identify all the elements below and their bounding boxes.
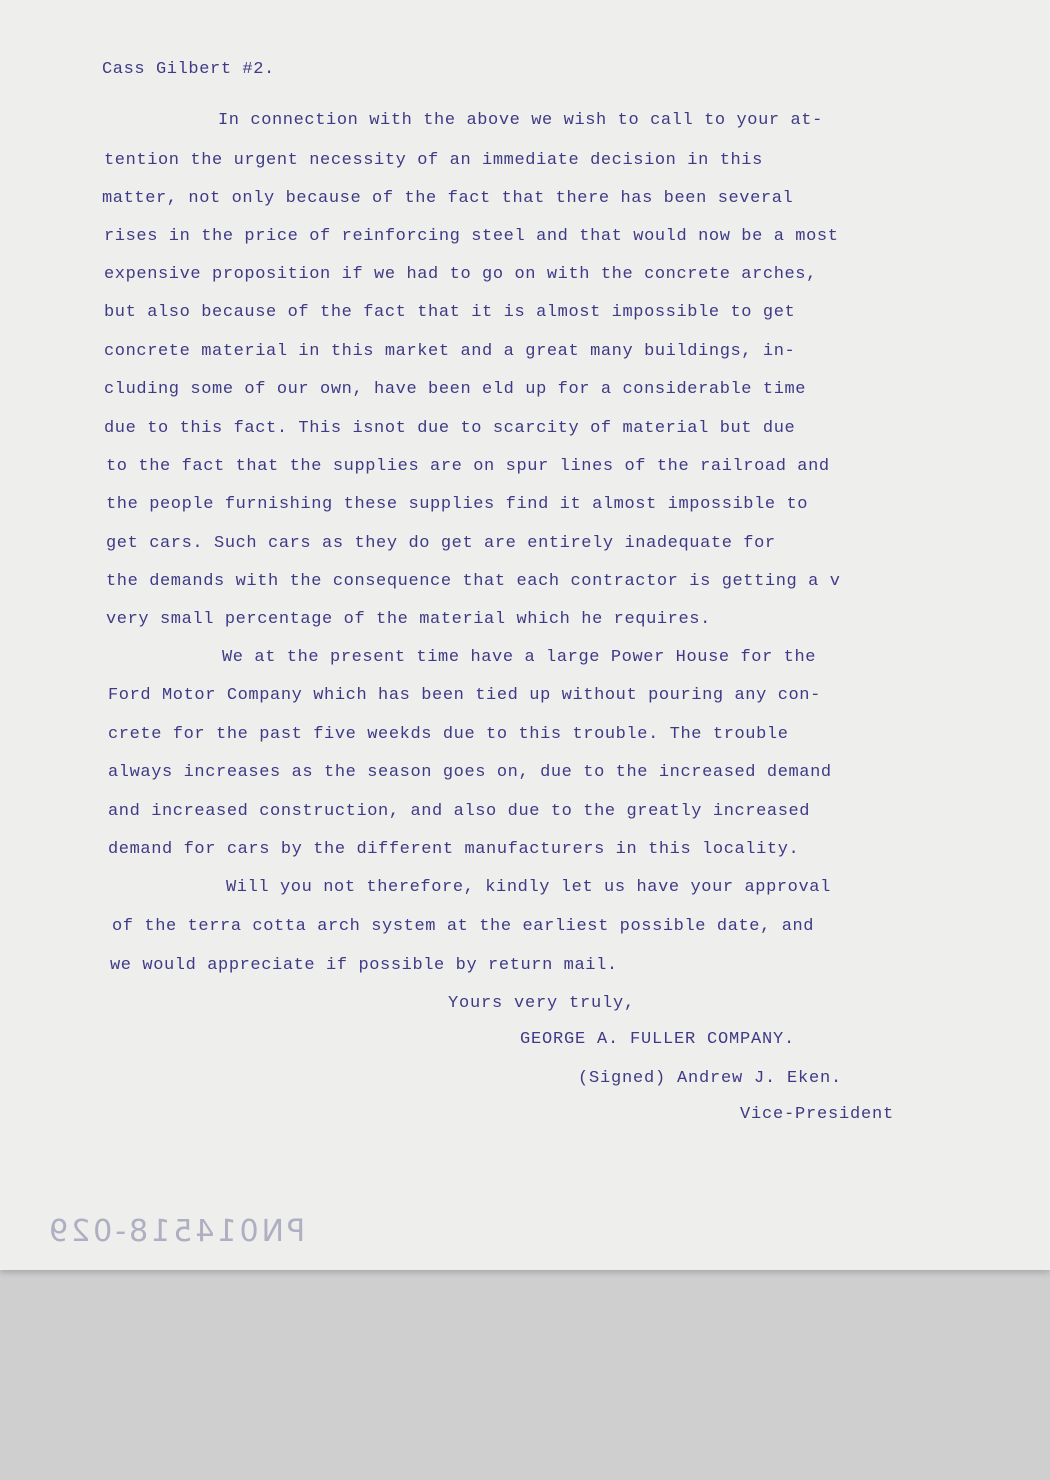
body-line: the people furnishing these supplies find it almost impossible to — [106, 495, 809, 514]
body-line: rises in the price of reinforcing steel and that would now be a most — [104, 227, 839, 246]
body-line: to the fact that the supplies are on spur lines of the railroad and — [106, 457, 830, 476]
body-line: and increased construction, and also due to the greatly increased — [108, 802, 811, 821]
closing-signature: (Signed) Andrew J. Eken. — [578, 1069, 843, 1088]
body-line: matter, not only because of the fact that there has been several — [102, 189, 794, 208]
body-line: demand for cars by the different manufacturers in this locality. — [108, 840, 800, 859]
closing-title: Vice-President — [740, 1105, 895, 1124]
body-line: very small percentage of the material which he requires. — [106, 610, 711, 629]
body-line: Ford Motor Company which has been tied up without pouring any con- — [108, 686, 821, 705]
letter-heading: Cass Gilbert #2. — [102, 60, 275, 79]
closing-company: GEORGE A. FULLER COMPANY. — [520, 1030, 796, 1049]
body-line: but also because of the fact that it is almost impossible to get — [104, 303, 796, 322]
body-line: tention the urgent necessity of an immediate decision in this — [104, 151, 763, 170]
body-line: In connection with the above we wish to call to your at- — [218, 111, 823, 130]
body-line: due to this fact. This isnot due to scarcity of material but due — [104, 419, 796, 438]
body-line: always increases as the season goes on, due to the increased demand — [108, 763, 832, 782]
body-line: get cars. Such cars as they do get are entirely inadequate for — [106, 534, 776, 553]
body-line: Will you not therefore, kindly let us have your approval — [226, 878, 831, 897]
closing-salutation: Yours very truly, — [448, 994, 636, 1013]
archive-stamp: PN014518-029 — [46, 1214, 306, 1249]
body-line: We at the present time have a large Power House for the — [222, 648, 817, 667]
body-line: of the terra cotta arch system at the earliest possible date, and — [112, 917, 815, 936]
body-line: the demands with the consequence that each contractor is getting a v — [106, 572, 841, 591]
body-line: cluding some of our own, have been eld up for a considerable time — [104, 380, 807, 399]
body-line: crete for the past five weekds due to this trouble. The trouble — [108, 725, 789, 744]
body-line: we would appreciate if possible by return mail. — [110, 956, 618, 975]
body-line: expensive proposition if we had to go on with the concrete arches, — [104, 265, 817, 284]
body-line: concrete material in this market and a great many buildings, in- — [104, 342, 796, 361]
